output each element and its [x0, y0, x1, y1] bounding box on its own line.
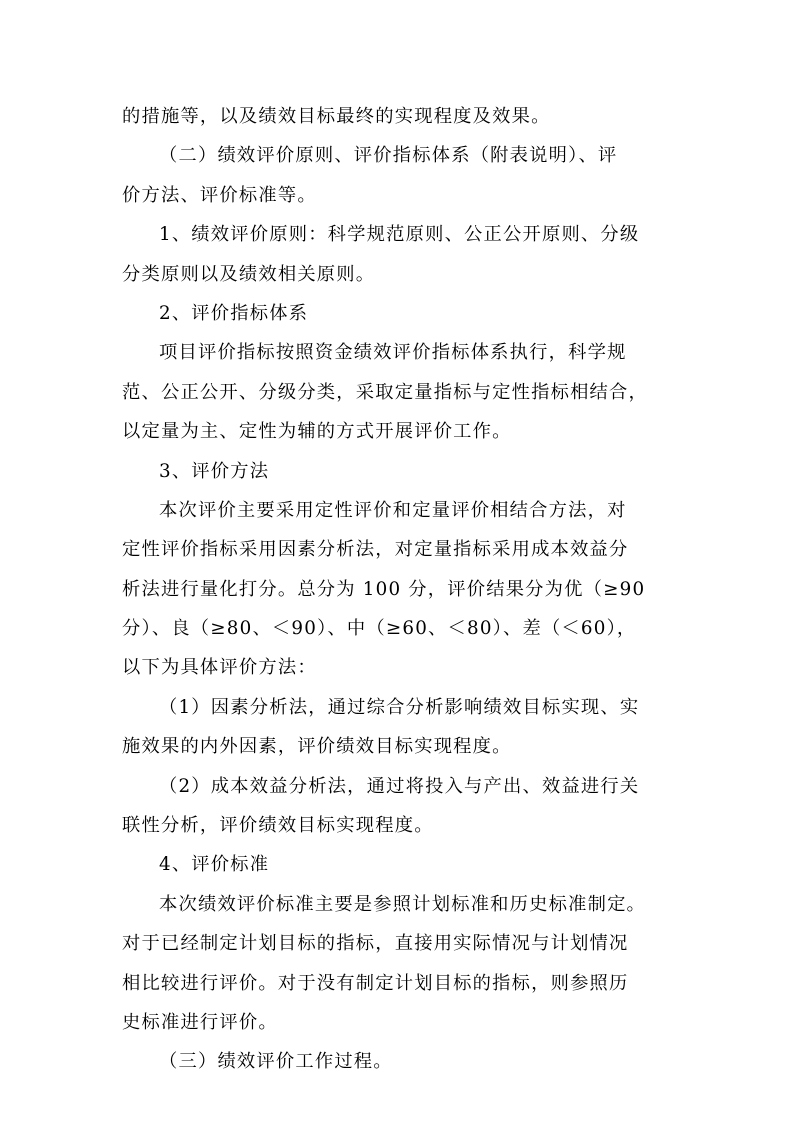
text-line: 定性评价指标采用因素分析法，对定量指标采用成本效益分	[122, 539, 629, 561]
text-line: 本次评价主要采用定性评价和定量评价相结合方法，对	[159, 499, 627, 521]
text-line: （2）成本效益分析法，通过将投入与产出、效益进行关	[159, 775, 640, 797]
text-line: 范、公正公开、分级分类，采取定量指标与定性指标相结合，	[122, 381, 648, 403]
section-heading: 2、评价指标体系	[159, 302, 309, 324]
section-heading: 4、评价标准	[159, 854, 270, 876]
text-line: 分）、良（≥80、＜90）、中（≥60、＜80）、差（＜60），	[122, 618, 637, 640]
text-line: 价方法、评价标准等。	[122, 184, 317, 206]
text-line: 施效果的内外因素，评价绩效目标实现程度。	[122, 736, 512, 758]
document-page	[122, 97, 678, 1082]
text-line: 的措施等，以及绩效目标最终的实现程度及效果。	[122, 106, 551, 127]
text-line: 项目评价指标按照资金绩效评价指标体系执行，科学规	[159, 342, 627, 364]
text-line: 分类原则以及绩效相关原则。	[122, 263, 376, 285]
text-line: （1）因素分析法，通过综合分析影响绩效目标实现、实	[159, 696, 640, 718]
text-line: 以下为具体评价方法：	[122, 657, 317, 679]
text-line: 史标准进行评价。	[122, 1011, 278, 1033]
section-heading: 3、评价方法	[159, 460, 270, 482]
text-line: 1、绩效评价原则：科学规范原则、公正公开原则、分级	[159, 224, 640, 246]
text-line: 以定量为主、定性为辅的方式开展评价工作。	[122, 421, 512, 443]
text-line: （二）绩效评价原则、评价指标体系（附表说明）、评	[159, 145, 618, 167]
text-line: 联性分析，评价绩效目标实现程度。	[122, 815, 434, 837]
text-line: 本次绩效评价标准主要是参照计划标准和历史标准制定。	[159, 893, 647, 915]
text-line: 析法进行量化打分。总分为 100 分，评价结果分为优（≥90	[122, 578, 646, 600]
text-line: 对于已经制定计划目标的指标，直接用实际情况与计划情况	[122, 933, 629, 955]
text-line: 相比较进行评价。对于没有制定计划目标的指标，则参照历	[122, 972, 629, 994]
section-heading: （三）绩效评价工作过程。	[159, 1051, 393, 1073]
